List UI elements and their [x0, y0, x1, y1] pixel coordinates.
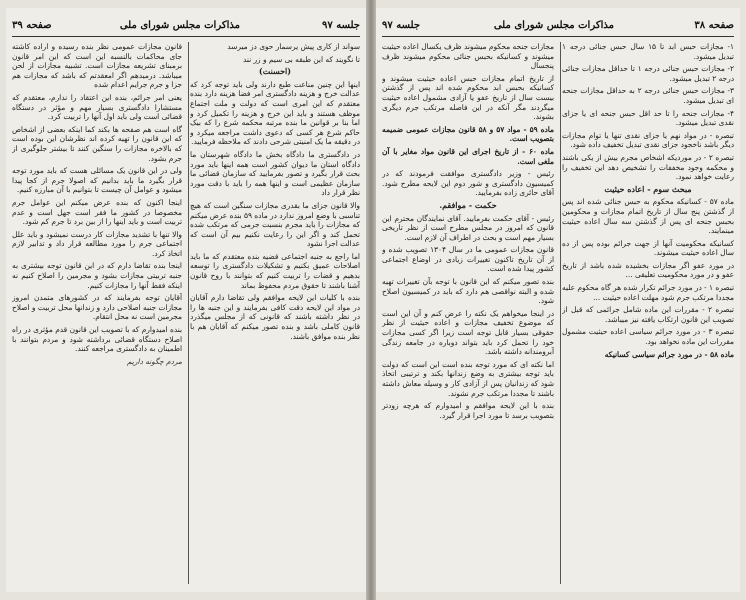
paragraph: تبصره - در مواد نهم یا جزای نقدی تنها یا توام مجازات دیگر باشد ناخجود جزای نقدی تبدیل تخفیف داده شود.: [562, 130, 734, 150]
left-page: [6, 8, 366, 592]
paragraph: اما راجع به جنبه اجتماعی قضیه بنده معتقدم که ما باید اصلاحات عمیق بکنیم و تشکیلات دادگستری را توسعه بدهیم و قضات را تربیت کنیم که بتوانند با روح قانون آشنا باشند تا حقوق مردم محفوظ بماند: [190, 251, 360, 290]
paragraph: در اینجا میخواهم یک نکته را عرض کنم و آن این است که موضوع تخفیف مجازات و اعاده حیثیت از نظر حقوقی بسیار قابل توجه است زیرا اگر کسی مجازات خود را تحمل کرد باید بتواند دوباره در جامعه زندگی آبرومندانه داشته باشد.: [382, 308, 554, 357]
paragraph: رئیس - آقای حکمت بفرمایید. آقای نمایندگان محترم این قانون که امروز در مجلس مطرح است از نظر تاریخی بسیار مهم است و بحث در اطراف آن لازم است.: [382, 213, 554, 242]
left-page-header: [12, 18, 360, 37]
paragraph: از تاریخ اتمام مجازات حبس اعاده حیثیت میشوند و کسانیکه بحبس ابد محکوم شده اند پس از گذشتن بیست سال از تاریخ عفو یا آزادی مشمول اعاده حیثیت میگردند مگر آنکه در این فاصله مرتکب جرم دیگری بشوند.: [382, 73, 554, 122]
paragraph: ۲- مجازات حبس جنائی درجه ۱ تا حداقل مجازات جنائی درجه ۲ تبدیل میشود.: [562, 64, 734, 83]
left-page-left-column: [12, 42, 182, 586]
paragraph: تبصره ۱ - در مورد جرائم تکرار شده هر گاه محکوم علیه مجددا مرتکب جرم شود مهلت اعاده حیثیت ...: [562, 283, 734, 302]
paragraph: ۴- مجازات جنحه را تا حد اقل حبس جنحه ای یا جزای نقدی تبدیل میشود.: [562, 108, 734, 128]
speaker-heading: حکمت - موافقم.: [439, 199, 497, 210]
paragraph: ۱- مجازات حبس ابد تا ۱۵ سال حبس جنائی درجه ۱ تبدیل میشود.: [562, 42, 734, 61]
paragraph: والا تنها با تشدید مجازات کار درست نمیشود و باید علل اجتماعی جرم را مورد مطالعه قرار داد و تدابیر لازم اتخاذ کرد.: [12, 229, 182, 258]
paragraph: ماده ۵۹ - مواد ۵۷ و ۵۸ قانون مجازات عمومی ضمیمه بتصویب است.: [382, 124, 554, 144]
left-journal-title: مذاکرات مجلس شورای ملی: [119, 20, 240, 31]
paragraph: تبصره ۲ - مقررات این ماده شامل جرائمی که قبل از تصویب این قانون ارتکاب یافته نیز میباشد.: [562, 305, 734, 324]
paragraph: ۳- مجازات حبس جنائی درجه ۲ به حداقل مجازات جنحه ای تبدیل میشود.: [562, 86, 734, 105]
paragraph: بنده با کلیات این لایحه موافقم ولی تقاضا دارم آقایان در مواد این لایحه دقت کافی بفرمایند و این جنبه ها را در نظر داشته باشند که قانونی که از مجلس میگذرد قانون کاملی باشد و بنده تصور میکنم که آقایان هم با نظر بنده موافق باشند.: [190, 293, 360, 341]
paragraph: بنده تصور میکنم که این قانون با توجه بآن تغییرات تهیه شده و البته نواقصی هم دارد که باید در کمیسیون اصلاح شود.: [382, 277, 554, 306]
left-session-label: جلسه ۹۷: [321, 20, 360, 31]
column-divider: [560, 42, 561, 584]
section-heading: مبحث سوم - اعاده حیثیت: [604, 183, 692, 194]
paragraph: آقایان توجه بفرمایند که در کشورهای متمدن امروز مجازات جنبه اصلاحی دارد و زندانها محل تربیت و اصلاح مجرمین است نه محل انتقام.: [12, 293, 182, 322]
handwritten-note: مردم چگونه داریم: [127, 356, 182, 366]
paragraph: سواند از کاری پیش یرسمار حوی دز میرسد: [227, 42, 360, 51]
paragraph: تبصره ۳ - در مورد جرائم سیاسی اعاده حیثیت مشمول مقررات این ماده نخواهد بود.: [562, 327, 734, 347]
paragraph: در مورد عفو اگر مجازات بخشیده شده باشد از تاریخ عفو و در مورد محکومیت تعلیقی ...: [562, 260, 734, 280]
paragraph: قانون مجازات عمومی ما در سال ۱۳۰۴ تصویب شده و از آن تاریخ تاکنون تغییرات زیادی در اوضاع اجتماعی کشور پیدا شده است.: [382, 245, 554, 274]
paragraph: تبصره ۲ - در موردیکه اشخاص مجرم بیش از یکی باشند و محکمه وجود مخففات را تشخیص دهد این تخفیف را رعایت خواهد نمود.: [562, 152, 734, 182]
paragraph: اینها این چنین مناعت طبع دارند ولی باید توجه کرد که عدالت خرج و هزینه دادگستری امر فضا هزینه دارد بنده معتقدم که این امری است که دولت و ملت اجتماع موظف هستند و باید این خرج و هزینه را تکمیل کرد و اما بنا بر قوانین ما بنده مرتبه محکمه شرع را که بیک حاکم شرع هر کسی که دعوی داشت مراجعه میکرد و در دقیقه ما یک امنیتی شرحی دادند که ملاحظه فرمایید.: [190, 79, 360, 147]
paragraph: بنده با این لایحه موافقم و امیدوارم که هرچه زودتر بتصویب برسد تا مورد اجرا قرار گیرد.: [382, 401, 554, 420]
paragraph: یعنی امر جرائم، بنده این اعتقاد را ندارم، معتقدم که مستشارا دادگستری بسیار مهم و مؤثر در دستگاه قضائی است ولی باید اول آنها را تربیت کرد.: [12, 92, 182, 122]
left-page-number: صفحه ۳۹: [12, 20, 52, 31]
right-session-label: جلسه ۹۷: [382, 20, 421, 31]
right-journal-title: مذاکرات مجلس شورای ملی: [493, 20, 614, 31]
paragraph: ماده ۶۰ - از تاریخ اجرای این قانون مواد مغایر با آن ملغی است.: [382, 146, 554, 166]
right-page: [376, 8, 740, 592]
paragraph: (احسنت): [258, 66, 292, 77]
paragraph: اینجا اکنون که بنده عرض میکنم این عوامل جرم مخصوصا در کشور ما فقر است جهل است و عدم تربیت است و باید اینها را از بین برد تا جرم کم شود.: [12, 197, 182, 227]
paragraph: ماده ۵۷ - کسانیکه محکوم به حبس جنائی شده اند پس از گذشتن پنج سال از تاریخ اتمام مجازات و محکومین بحبس جنحه ای پس از گذشتن سه سال اعاده حیثیت مینمایند.: [562, 197, 734, 236]
left-page-right-column: [190, 42, 360, 586]
right-page-right-column: [562, 42, 734, 586]
paragraph: والا قانون جزای ما بقدری مجازات سنگین است که هیچ تناسبی با وضع امروز ندارد در ماده ۵۹ بنده عرض میکنم که مجازات را باید مجرم بنسبت جرمی که مرتکب شده تحمل کند و اگر این را رعایت نکنیم بیم آن است که عدالت اجرا نشود: [190, 200, 360, 249]
paragraph: گاه است هم صفحه ها بکند کما اینکه بعضی از اشخاص که این قانون را تهیه کرده اند نظرشان این بوده است که بالاخره مجازات را سنگین کنند تا بیشتر جلوگیری از جرم بشود.: [12, 124, 182, 163]
paragraph: بنده امیدوارم که با تصویب این قانون قدم مؤثری در راه اصلاح دستگاه قضائی برداشته شود و مردم بتوانند با اطمینان به دادگستری مراجعه کنند.: [12, 325, 182, 354]
paragraph: ولی در این قانون یک مسائلی هست که باید مورد توجه قرار بگیرد ما باید بدانیم که اصولا جرم از کجا پیدا میشود و عوامل آن چیست تا بتوانیم با آن مبارزه کنیم.: [12, 166, 182, 195]
book-gutter: [366, 0, 376, 600]
right-page-number: صفحه ۳۸: [694, 20, 734, 31]
paragraph: کسانیکه محکومیت آنها از جهت جرائم بوده پس از ده سال اعاده حیثیت میشوند.: [562, 238, 734, 258]
paragraph: اینجا بنده تقاضا دارم که در این قانون توجه بیشتری به جنبه تربیتی مجازات بشود و مجرمین را اصلاح کنیم نه اینکه فقط آنها را مجازات کنیم.: [12, 261, 182, 290]
paragraph: مجازات جنحه محکوم میشوند ظرف یکسال اعاده حیثیت میشوند و کسانیکه بحبس جنائی محکوم میشوند ظرف پنجسال: [382, 42, 554, 71]
paragraph: ماده ۵۸ - در مورد جرائم سیاسی کسانیکه: [604, 349, 734, 359]
paragraph: در دادگستری ما دادگاه بخش ما دادگاه شهرستان ما دادگاه استان ما دیوان کشور است همه اینها باید مورد بحث قرار بگیرد و تصور بفرمایید که سازمان قضائی ما سازمان عظیمی است و اینها همه را باید با دقت مورد نظر قرار داد: [190, 149, 360, 198]
paragraph: قانون مجازات عمومی نظر بنده رسیده و اراده کاشته جای محاکمات بالنسبه این است که این امر قانون برمبنای تشریعه مجازات است. تشبیه مجازات از لحن میباشد. درمیدهم اگر امعقدتم که باشد که مجازات هم جزا و جرم جرایم اعدام شده: [12, 42, 182, 90]
paragraph: تا نگویند که این طبقه بی سیم و زر نند: [242, 54, 360, 64]
column-divider: [188, 42, 189, 584]
right-page-left-column: [382, 42, 554, 586]
paragraph: رئیس - وزیر دادگستری موافقت فرمودند که در کمیسیون دادگستری و شور دوم این لایحه مطرح شود. آقای حائری زاده بفرمایید.: [382, 169, 554, 198]
paragraph: اما نکته ای که مورد توجه بنده است این است که دولت باید توجه بیشتری به وضع زندانها بکند و ترتیبی اتخاذ شود که زندانیان پس از آزادی کار و وسیله معاش داشته باشند تا مجددا مرتکب جرم نشوند.: [382, 359, 554, 398]
right-page-header: [382, 18, 734, 37]
